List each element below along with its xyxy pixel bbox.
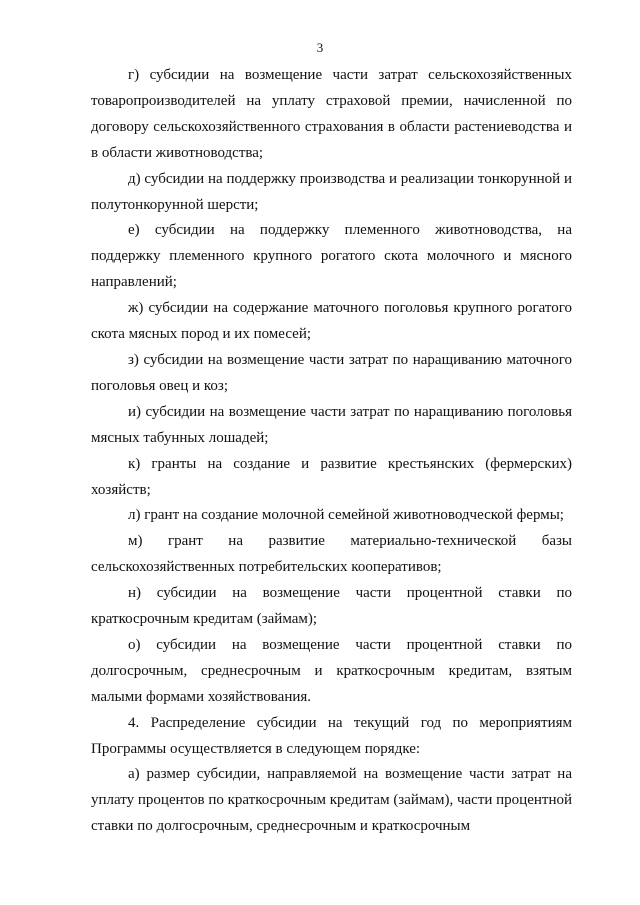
paragraph-d: д) субсидии на поддержку производства и реализации тонкорунной и полутонкорунной шерсти; (91, 170, 572, 213)
paragraph-l: л) грант на создание молочной семейной животноводческой фермы; (128, 507, 564, 524)
paragraph-o: о) субсидии на возмещение части процентной ставки по долгосрочным, среднесрочным и краткосрочным кредитам, взятым малыми формами хозяйствования. (91, 636, 572, 705)
paragraph-k: к) гранты на создание и развитие крестьянских (фермерских) хозяйств; (91, 455, 572, 498)
paragraph-a: а) размер субсидии, направляемой на возмещение части затрат на уплату процентов по краткосрочным кредитам (займам), части процентной ставки по долгосрочным, среднесрочным и краткосрочным (91, 766, 572, 835)
paragraph-g: г) субсидии на возмещение части затрат сельскохозяйственных товаропроизводителей на уплату страховой премии, начисленной по договору сельскохозяйственного страхования в области растениеводства и в области животноводства; (91, 67, 572, 161)
page-number: 3 (316, 40, 324, 55)
paragraph-z: з) субсидии на возмещение части затрат по наращиванию маточного поголовья овец и коз; (91, 351, 572, 394)
document-body (91, 63, 572, 840)
paragraph-n: н) субсидии на возмещение части процентной ставки по краткосрочным кредитам (займам); (91, 585, 572, 628)
paragraph-m: м) грант на развитие материально-технической базы сельскохозяйственных потребительских кооперативов; (91, 533, 572, 576)
paragraph-e: е) субсидии на поддержку племенного животноводства, на поддержку племенного крупного рогатого скота молочного и мясного направлений; (91, 222, 572, 291)
paragraph-section-4: 4. Распределение субсидии на текущий год по мероприятиям Программы осуществляется в следующем порядке: (91, 714, 572, 757)
paragraph-zh: ж) субсидии на содержание маточного поголовья крупного рогатого скота мясных пород и их помесей; (91, 300, 572, 343)
paragraph-i: и) субсидии на возмещение части затрат по наращиванию поголовья мясных табунных лошадей; (91, 403, 572, 446)
